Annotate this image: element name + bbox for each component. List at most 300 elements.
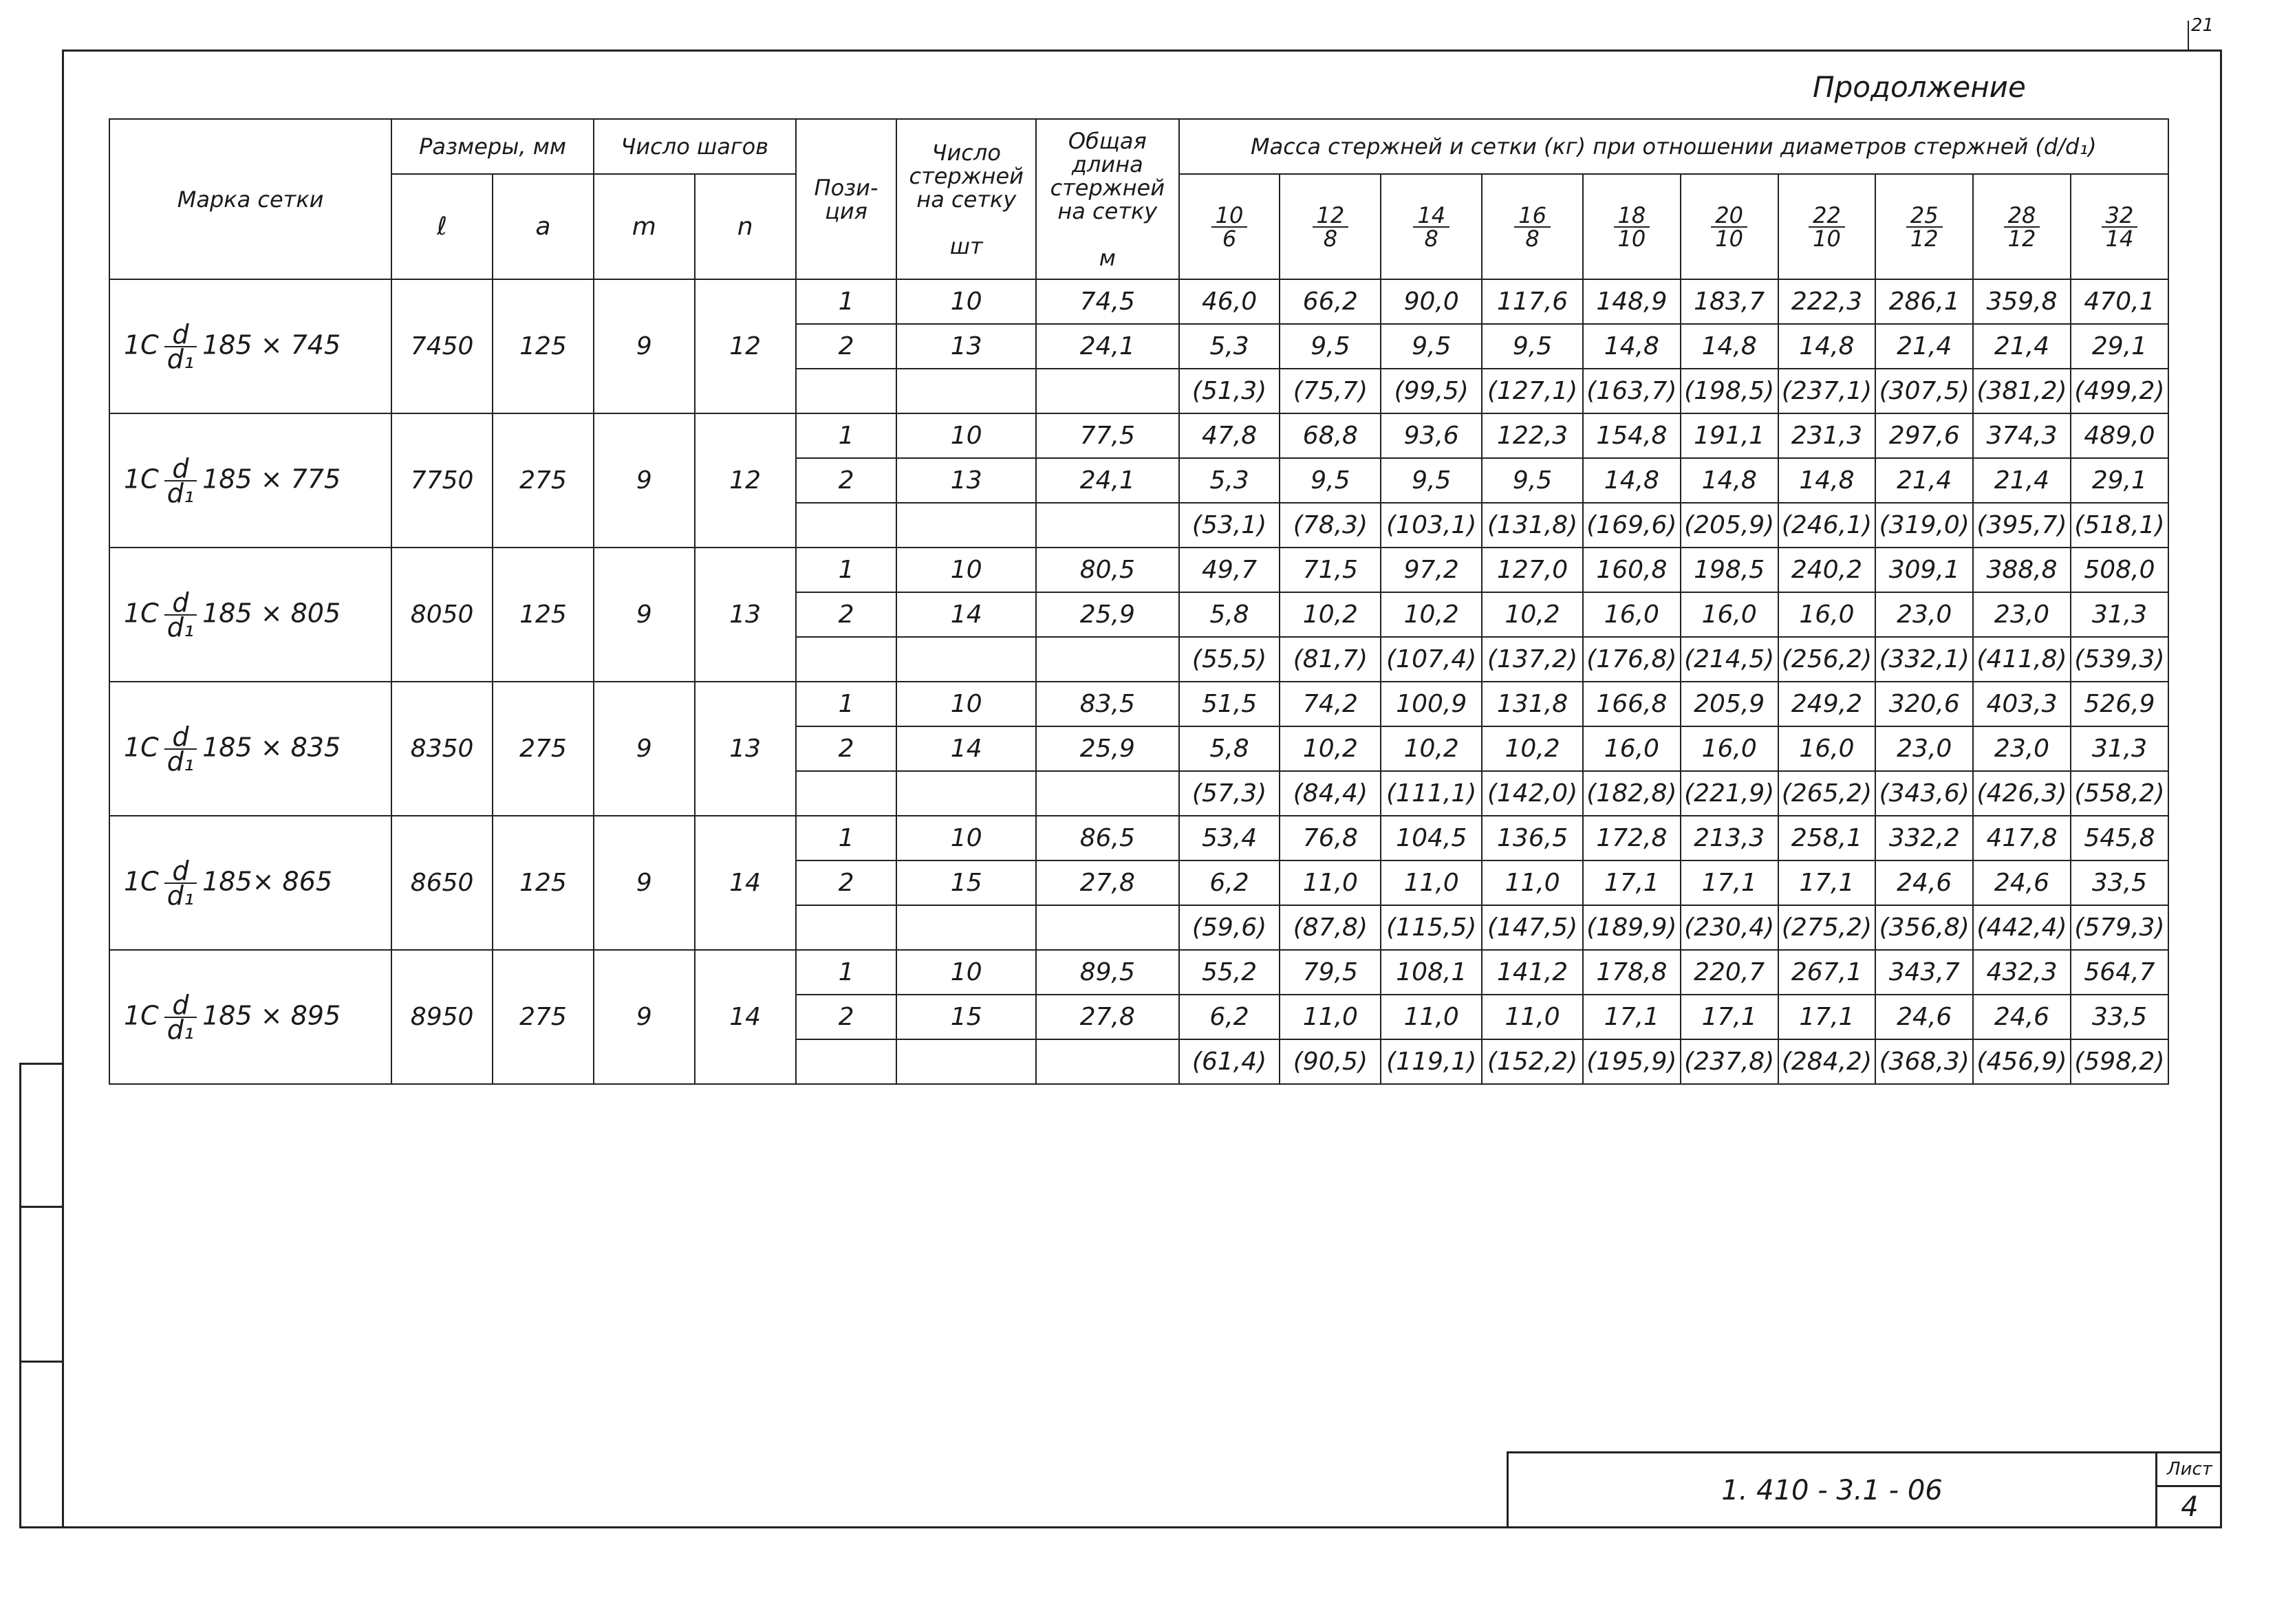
mesh-a: 275 [493, 682, 594, 816]
count-cell: 10 [896, 950, 1036, 995]
mass-cell: 11,0 [1280, 995, 1381, 1039]
fraction-denominator: d₁ [166, 746, 195, 777]
mass-cell: 205,9 [1681, 682, 1778, 726]
mass-cell: (163,7) [1583, 369, 1681, 413]
ratio-denominator: 10 [1813, 225, 1841, 252]
mass-cell: 33,5 [2071, 995, 2168, 1039]
mark-prefix: 1С [124, 329, 159, 360]
position-cell: 1 [796, 682, 897, 726]
ratio-numerator: 20 [1711, 204, 1747, 228]
mass-cell: (381,2) [1973, 369, 2071, 413]
fraction-numerator: d [164, 457, 197, 481]
table-row [109, 413, 2168, 458]
mass-cell: (230,4) [1681, 905, 1778, 950]
header-sizes: Размеры, мм [391, 119, 594, 174]
mass-cell: 51,5 [1179, 682, 1280, 726]
length-cell [1036, 503, 1179, 548]
mass-cell: (81,7) [1280, 637, 1381, 682]
length-cell [1036, 771, 1179, 816]
header-ratio [1179, 174, 1280, 279]
mass-cell: 24,6 [1875, 860, 1973, 905]
mark-dimensions: 185 × 775 [202, 464, 341, 494]
position-cell: 2 [796, 324, 897, 369]
mass-cell: 220,7 [1681, 950, 1778, 995]
mass-cell: 154,8 [1583, 413, 1681, 458]
mass-cell: 249,2 [1778, 682, 1876, 726]
position-cell: 2 [796, 860, 897, 905]
mesh-m: 9 [594, 413, 695, 548]
ratio-numerator: 14 [1413, 204, 1449, 228]
mass-cell: 117,6 [1482, 279, 1583, 324]
mass-cell: 79,5 [1280, 950, 1381, 995]
mesh-l: 8350 [391, 682, 493, 816]
header-ratio [1681, 174, 1778, 279]
mass-cell: 14,8 [1778, 324, 1876, 369]
fraction-denominator: d₁ [166, 477, 195, 508]
mass-cell: 231,3 [1778, 413, 1876, 458]
mesh-l: 8950 [391, 950, 493, 1084]
mass-cell: 16,0 [1681, 726, 1778, 771]
mesh-mark [109, 682, 391, 816]
mesh-l: 7750 [391, 413, 493, 548]
mass-cell: 470,1 [2071, 279, 2168, 324]
mesh-a: 125 [493, 279, 594, 413]
header-mass: Масса стержней и сетки (кг) при отношении диаметров стержней (d/d₁) [1179, 119, 2168, 174]
mass-cell: 21,4 [1875, 324, 1973, 369]
mass-cell: (237,1) [1778, 369, 1876, 413]
ratio-numerator: 32 [2102, 204, 2138, 228]
position-cell: 2 [796, 995, 897, 1039]
mass-cell: (142,0) [1482, 771, 1583, 816]
mass-cell: 10,2 [1280, 592, 1381, 637]
fraction-numerator: d [164, 993, 197, 1018]
mass-cell: 71,5 [1280, 548, 1381, 592]
corner-tick [2188, 21, 2189, 51]
count-cell [896, 503, 1036, 548]
length-cell: 74,5 [1036, 279, 1179, 324]
mass-cell: 240,2 [1778, 548, 1876, 592]
mesh-n: 13 [695, 548, 796, 682]
header-steps: Число шагов [594, 119, 796, 174]
mass-cell: 9,5 [1280, 458, 1381, 503]
header-ratio [1973, 174, 2071, 279]
mass-cell: (87,8) [1280, 905, 1381, 950]
mark-prefix: 1С [124, 732, 159, 762]
mass-cell: (598,2) [2071, 1039, 2168, 1084]
mesh-l: 8650 [391, 816, 493, 950]
ratio-denominator: 8 [1424, 225, 1438, 252]
mass-cell: (176,8) [1583, 637, 1681, 682]
mark-fraction [164, 989, 197, 1045]
mass-cell: 47,8 [1179, 413, 1280, 458]
mass-cell: (275,2) [1778, 905, 1876, 950]
count-cell: 14 [896, 726, 1036, 771]
count-cell: 10 [896, 816, 1036, 860]
mass-cell: (90,5) [1280, 1039, 1381, 1084]
mass-cell: (111,1) [1381, 771, 1482, 816]
mass-cell: 10,2 [1381, 592, 1482, 637]
mass-cell: (51,3) [1179, 369, 1280, 413]
mass-cell: 5,8 [1179, 592, 1280, 637]
mass-cell: (182,8) [1583, 771, 1681, 816]
mass-cell: (107,4) [1381, 637, 1482, 682]
mass-cell: 17,1 [1778, 995, 1876, 1039]
mass-cell: 564,7 [2071, 950, 2168, 995]
length-cell: 86,5 [1036, 816, 1179, 860]
header-mark: Марка сетки [109, 119, 391, 279]
count-cell: 10 [896, 682, 1036, 726]
sheet-cell [2155, 1453, 2222, 1528]
mesh-mark [109, 950, 391, 1084]
mass-cell: (147,5) [1482, 905, 1583, 950]
mass-cell: (319,0) [1875, 503, 1973, 548]
count-cell [896, 637, 1036, 682]
mesh-n: 14 [695, 816, 796, 950]
position-cell: 2 [796, 592, 897, 637]
mesh-m: 9 [594, 279, 695, 413]
mass-cell: (518,1) [2071, 503, 2168, 548]
ratio-denominator: 14 [2105, 225, 2134, 252]
ratio-numerator: 28 [2004, 204, 2040, 228]
length-cell: 25,9 [1036, 726, 1179, 771]
mass-cell: 166,8 [1583, 682, 1681, 726]
count-cell: 10 [896, 279, 1036, 324]
position-cell: 2 [796, 726, 897, 771]
length-cell: 83,5 [1036, 682, 1179, 726]
mesh-mark [109, 816, 391, 950]
header-ratio [1381, 174, 1482, 279]
mass-cell: 343,7 [1875, 950, 1973, 995]
mesh-l: 7450 [391, 279, 493, 413]
length-cell: 80,5 [1036, 548, 1179, 592]
mesh-a: 125 [493, 816, 594, 950]
mark-fraction [164, 587, 197, 642]
mass-cell: 11,0 [1381, 860, 1482, 905]
fraction-numerator: d [164, 859, 197, 884]
mark-dimensions: 185× 865 [202, 866, 333, 896]
mass-cell: (119,1) [1381, 1039, 1482, 1084]
mass-cell: 136,5 [1482, 816, 1583, 860]
document-code: 1. 410 - 3.1 - 06 [1721, 1475, 1943, 1506]
position-cell: 1 [796, 279, 897, 324]
mesh-m: 9 [594, 548, 695, 682]
mass-cell: (131,8) [1482, 503, 1583, 548]
header-ratio [1583, 174, 1681, 279]
mark-prefix: 1С [124, 464, 159, 494]
count-cell: 15 [896, 860, 1036, 905]
mass-cell: 24,6 [1973, 995, 2071, 1039]
mass-cell: (53,1) [1179, 503, 1280, 548]
mass-cell: (169,6) [1583, 503, 1681, 548]
mesh-m: 9 [594, 816, 695, 950]
mark-fraction [164, 318, 197, 374]
strip-divider [21, 1206, 64, 1208]
sheet-label: Лист [2157, 1453, 2222, 1487]
mass-cell: 122,3 [1482, 413, 1583, 458]
mass-cell: 10,2 [1482, 592, 1583, 637]
corner-mark: 21 [2191, 15, 2214, 36]
mass-cell: 10,2 [1381, 726, 1482, 771]
mesh-n: 12 [695, 413, 796, 548]
header-ratio [2071, 174, 2168, 279]
mark-dimensions: 185 × 835 [202, 732, 341, 762]
mass-cell: 17,1 [1583, 860, 1681, 905]
mass-cell: 5,8 [1179, 726, 1280, 771]
mass-cell: (356,8) [1875, 905, 1973, 950]
count-cell [896, 1039, 1036, 1084]
ratio-numerator: 16 [1514, 204, 1551, 228]
mass-cell: (137,2) [1482, 637, 1583, 682]
header-steps-m: m [594, 174, 695, 279]
header-length [1036, 119, 1179, 279]
mark-fraction [164, 855, 197, 911]
table-row [109, 279, 2168, 324]
mass-cell: 11,0 [1280, 860, 1381, 905]
mass-cell: 213,3 [1681, 816, 1778, 860]
mesh-n: 12 [695, 279, 796, 413]
mass-cell: 11,0 [1482, 860, 1583, 905]
mass-cell: 10,2 [1280, 726, 1381, 771]
mass-cell: (59,6) [1179, 905, 1280, 950]
ratio-denominator: 6 [1222, 225, 1237, 252]
mass-cell: (411,8) [1973, 637, 2071, 682]
mass-cell: (456,9) [1973, 1039, 2071, 1084]
mass-cell: (395,7) [1973, 503, 2071, 548]
mass-cell: 23,0 [1875, 726, 1973, 771]
mass-cell: 508,0 [2071, 548, 2168, 592]
count-cell [896, 771, 1036, 816]
left-margin-strip [19, 1063, 62, 1528]
mass-cell: 141,2 [1482, 950, 1583, 995]
mass-cell: 222,3 [1778, 279, 1876, 324]
mass-cell: 183,7 [1681, 279, 1778, 324]
mass-cell: 24,6 [1875, 995, 1973, 1039]
mass-cell: 31,3 [2071, 726, 2168, 771]
mass-cell: 403,3 [1973, 682, 2071, 726]
header-count-unit: шт [949, 232, 983, 259]
mass-cell: 53,4 [1179, 816, 1280, 860]
header-length-label: Общая длина стержней на сетку [1050, 127, 1165, 224]
mesh-a: 125 [493, 548, 594, 682]
mass-cell: 76,8 [1280, 816, 1381, 860]
mass-cell: (237,8) [1681, 1039, 1778, 1084]
ratio-denominator: 12 [1910, 225, 1939, 252]
mass-cell: (539,3) [2071, 637, 2168, 682]
mass-cell: 11,0 [1482, 995, 1583, 1039]
mass-cell: 267,1 [1778, 950, 1876, 995]
count-cell: 10 [896, 413, 1036, 458]
mass-cell: (426,3) [1973, 771, 2071, 816]
mass-cell: (214,5) [1681, 637, 1778, 682]
count-cell: 13 [896, 324, 1036, 369]
fraction-denominator: d₁ [166, 880, 195, 911]
mass-cell: 332,2 [1875, 816, 1973, 860]
position-cell: 1 [796, 950, 897, 995]
mass-cell: 29,1 [2071, 458, 2168, 503]
mass-cell: (75,7) [1280, 369, 1381, 413]
mass-cell: 33,5 [2071, 860, 2168, 905]
position-cell [796, 1039, 897, 1084]
mass-cell: 46,0 [1179, 279, 1280, 324]
mark-prefix: 1С [124, 598, 159, 628]
mass-cell: 21,4 [1973, 324, 2071, 369]
mark-prefix: 1С [124, 1000, 159, 1030]
table-row [109, 816, 2168, 860]
mesh-mark [109, 279, 391, 413]
mass-cell: 309,1 [1875, 548, 1973, 592]
mass-cell: (115,5) [1381, 905, 1482, 950]
mass-cell: (558,2) [2071, 771, 2168, 816]
mass-cell: 297,6 [1875, 413, 1973, 458]
mass-cell: 90,0 [1381, 279, 1482, 324]
mesh-n: 14 [695, 950, 796, 1084]
mass-cell: 16,0 [1681, 592, 1778, 637]
mass-cell: 178,8 [1583, 950, 1681, 995]
mass-cell: 17,1 [1681, 995, 1778, 1039]
header-size-a: a [493, 174, 594, 279]
count-cell: 10 [896, 548, 1036, 592]
header-ratio [1875, 174, 1973, 279]
mass-cell: 286,1 [1875, 279, 1973, 324]
mass-cell: 17,1 [1583, 995, 1681, 1039]
mark-fraction [164, 453, 197, 508]
mass-cell: (127,1) [1482, 369, 1583, 413]
fraction-denominator: d₁ [166, 343, 195, 374]
mass-cell: (103,1) [1381, 503, 1482, 548]
ratio-denominator: 8 [1323, 225, 1338, 252]
mass-cell: 545,8 [2071, 816, 2168, 860]
length-cell [1036, 369, 1179, 413]
mass-cell: (284,2) [1778, 1039, 1876, 1084]
mass-cell: (368,3) [1875, 1039, 1973, 1084]
mass-cell: (57,3) [1179, 771, 1280, 816]
ratio-denominator: 12 [2007, 225, 2036, 252]
position-cell: 1 [796, 548, 897, 592]
position-cell [796, 905, 897, 950]
position-cell: 1 [796, 413, 897, 458]
mass-cell: (343,6) [1875, 771, 1973, 816]
mass-cell: 23,0 [1973, 726, 2071, 771]
mass-cell: 374,3 [1973, 413, 2071, 458]
mark-dimensions: 185 × 805 [202, 598, 341, 628]
mark-dimensions: 185 × 745 [202, 329, 341, 360]
position-cell: 2 [796, 458, 897, 503]
mass-cell: (221,9) [1681, 771, 1778, 816]
mass-cell: 14,8 [1583, 324, 1681, 369]
mass-cell: 16,0 [1778, 726, 1876, 771]
mass-cell: 21,4 [1973, 458, 2071, 503]
count-cell [896, 369, 1036, 413]
mass-cell: (84,4) [1280, 771, 1381, 816]
length-cell [1036, 1039, 1179, 1084]
sheet-number: 4 [2181, 1491, 2199, 1523]
fraction-denominator: d₁ [166, 611, 195, 642]
mark-dimensions: 185 × 895 [202, 1000, 341, 1030]
mass-cell: 148,9 [1583, 279, 1681, 324]
header-ratio [1482, 174, 1583, 279]
mass-cell: 16,0 [1778, 592, 1876, 637]
mass-cell: 14,8 [1583, 458, 1681, 503]
mass-cell: 24,6 [1973, 860, 2071, 905]
length-cell: 89,5 [1036, 950, 1179, 995]
mass-cell: (152,2) [1482, 1039, 1583, 1084]
mass-cell: 16,0 [1583, 592, 1681, 637]
length-cell: 27,8 [1036, 995, 1179, 1039]
mass-cell: 198,5 [1681, 548, 1778, 592]
mass-cell: 74,2 [1280, 682, 1381, 726]
fraction-numerator: d [164, 323, 197, 347]
count-cell: 13 [896, 458, 1036, 503]
mesh-m: 9 [594, 950, 695, 1084]
mass-cell: 100,9 [1381, 682, 1482, 726]
mass-cell: 172,8 [1583, 816, 1681, 860]
ratio-numerator: 10 [1211, 204, 1248, 228]
mark-prefix: 1С [124, 866, 159, 896]
mesh-mark [109, 413, 391, 548]
mass-cell: 21,4 [1875, 458, 1973, 503]
mass-cell: 68,8 [1280, 413, 1381, 458]
mesh-a: 275 [493, 950, 594, 1084]
mass-cell: 17,1 [1681, 860, 1778, 905]
mass-cell: 127,0 [1482, 548, 1583, 592]
strip-divider [21, 1361, 64, 1363]
ratio-denominator: 10 [1715, 225, 1744, 252]
length-cell: 77,5 [1036, 413, 1179, 458]
mass-cell: (332,1) [1875, 637, 1973, 682]
table-row [109, 548, 2168, 592]
mass-cell: 388,8 [1973, 548, 2071, 592]
length-cell: 27,8 [1036, 860, 1179, 905]
mass-cell: 93,6 [1381, 413, 1482, 458]
mass-cell: 417,8 [1973, 816, 2071, 860]
mass-cell: 258,1 [1778, 816, 1876, 860]
ratio-numerator: 25 [1906, 204, 1943, 228]
mass-cell: 104,5 [1381, 816, 1482, 860]
mass-cell: (579,3) [2071, 905, 2168, 950]
position-cell [796, 771, 897, 816]
mass-cell: (256,2) [1778, 637, 1876, 682]
position-cell [796, 637, 897, 682]
position-cell [796, 503, 897, 548]
mass-cell: 55,2 [1179, 950, 1280, 995]
length-cell [1036, 905, 1179, 950]
ratio-numerator: 18 [1614, 204, 1650, 228]
mesh-mark [109, 548, 391, 682]
mass-cell: (198,5) [1681, 369, 1778, 413]
mass-cell: 14,8 [1778, 458, 1876, 503]
header-length-unit: м [1099, 244, 1116, 271]
mass-cell: 359,8 [1973, 279, 2071, 324]
mesh-n: 13 [695, 682, 796, 816]
mass-cell: (189,9) [1583, 905, 1681, 950]
length-cell: 24,1 [1036, 458, 1179, 503]
mass-cell: (265,2) [1778, 771, 1876, 816]
count-cell [896, 905, 1036, 950]
mass-cell: 31,3 [2071, 592, 2168, 637]
mass-cell: (55,5) [1179, 637, 1280, 682]
mass-cell: 160,8 [1583, 548, 1681, 592]
mass-cell: 5,3 [1179, 324, 1280, 369]
mesh-mass-table [109, 118, 2169, 1085]
mass-cell: 97,2 [1381, 548, 1482, 592]
mass-cell: 16,0 [1583, 726, 1681, 771]
mass-cell: 432,3 [1973, 950, 2071, 995]
ratio-numerator: 22 [1809, 204, 1845, 228]
mass-cell: 6,2 [1179, 995, 1280, 1039]
mass-cell: 49,7 [1179, 548, 1280, 592]
length-cell: 24,1 [1036, 324, 1179, 369]
length-cell [1036, 637, 1179, 682]
